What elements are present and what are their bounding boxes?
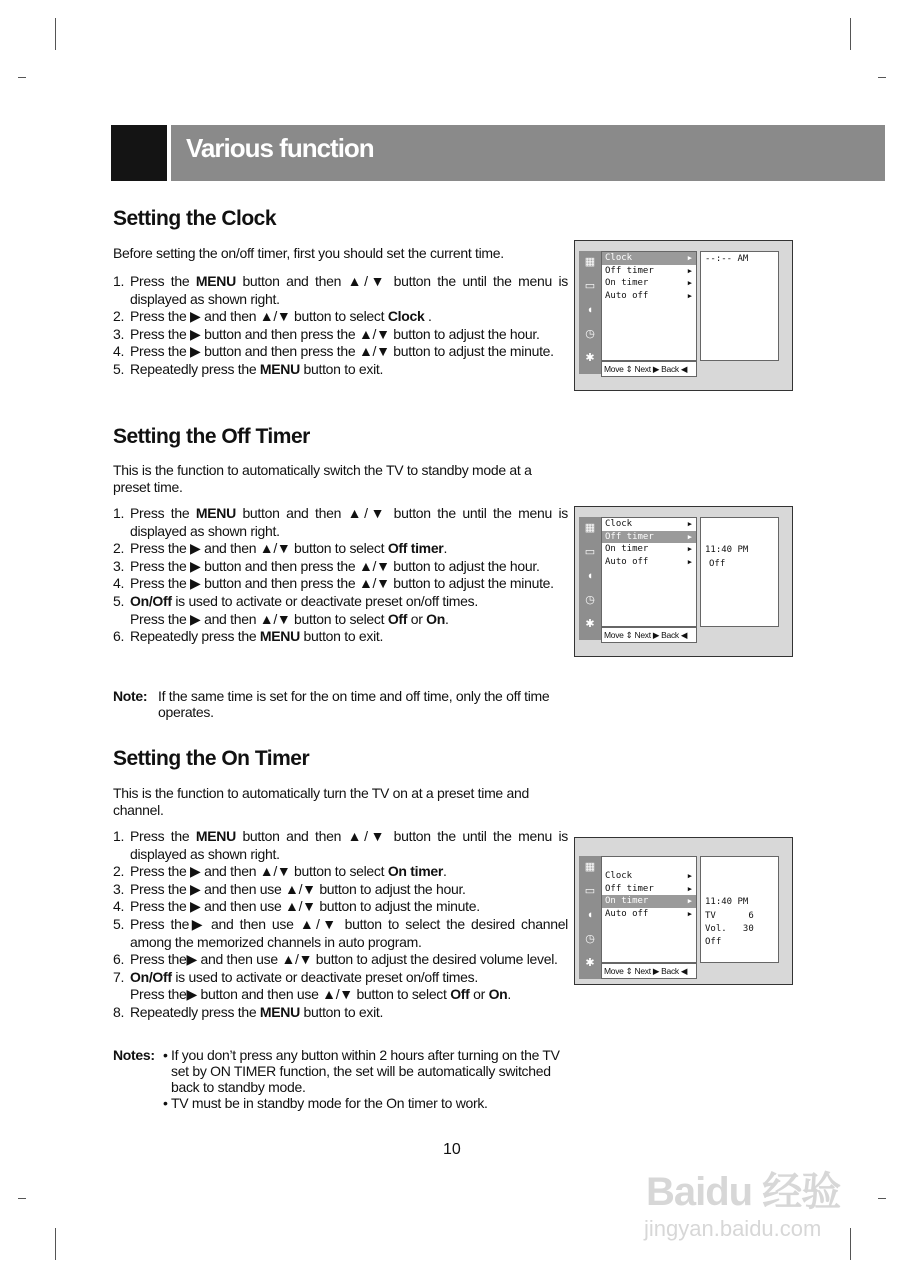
off-timer-note: Note: If the same time is set for the on time and off time, only the off time operates.: [113, 688, 550, 720]
list-item: 7. On/Off is used to activate or deactivate preset on/off times. Press the▶ button and then use ▲/▼ button to select Off or On.: [113, 968, 511, 1003]
menu-item-off-timer[interactable]: Off timer ▶: [605, 265, 692, 276]
arrow-right-icon: ▶: [687, 545, 692, 554]
menu-item-on-timer[interactable]: On timer ▶: [602, 895, 696, 908]
picture-icon: ▦: [584, 256, 596, 268]
list-item: 2. Press the ▶ and then ▲/▼ button to select On timer.: [113, 863, 447, 880]
menu-item-off-timer[interactable]: Off timer ▶: [605, 883, 692, 894]
list-item: 5. Press the▶ and then use ▲/▼ button to select the desired channel among the memorized channels in auto program.: [113, 915, 568, 950]
off-timer-menu-screen: [574, 506, 793, 657]
crop-mark: [18, 1198, 26, 1199]
list-item: 6. Repeatedly press the MENU button to exit.: [113, 628, 384, 645]
menu-item-auto-off[interactable]: Auto off ▶: [605, 290, 692, 301]
menu-list: [601, 856, 697, 963]
watermark-brand: Baidu 经验: [646, 1170, 841, 1214]
watermark-url: jingyan.baidu.com: [644, 1216, 822, 1241]
menu-item-auto-off[interactable]: Auto off ▶: [605, 556, 692, 567]
clock-menu-screen: [574, 240, 793, 391]
menu-footer: Move ⇕ Next ▶ Back ◀: [601, 627, 697, 643]
list-item: 1. Press the MENU button and then ▲/▼ button the until the menu is displayed as shown right.: [113, 505, 568, 539]
off-timer-section-title: Setting the Off Timer: [113, 425, 310, 448]
menu-list: [601, 251, 697, 361]
crop-mark: [55, 18, 56, 50]
on-timer-volume: Vol. 30: [705, 924, 754, 934]
list-item: 5. On/Off is used to activate or deactivate preset on/off times. Press the ▶ and then ▲/▼ button to select Off or On.: [113, 592, 478, 627]
clock-icon: ◷: [585, 594, 595, 606]
arrow-right-icon: ▶: [687, 557, 692, 566]
off-timer-intro: This is the function to automatically switch the TV to standby mode at a preset time.: [113, 462, 532, 495]
on-timer-status: Off: [705, 937, 722, 947]
list-item: 3. Press the ▶ button and then press the ▲/▼ button to adjust the hour.: [113, 325, 540, 342]
menu-value-panel: [700, 517, 779, 627]
arrow-right-icon: ▶: [687, 532, 692, 541]
clock-icon: ◷: [585, 933, 595, 945]
note-row: • TV must be in standby mode for the On timer to work.: [163, 1095, 488, 1111]
on-timer-section-title: Setting the On Timer: [113, 747, 310, 770]
off-timer-steps: [113, 505, 568, 646]
on-timer-steps: [113, 828, 568, 1022]
crop-mark: [18, 77, 26, 78]
list-item: 1. Press the MENU button and then ▲/▼ button the until the menu is displayed as shown right.: [113, 828, 568, 862]
clock-icon: ◷: [585, 328, 595, 340]
menu-item-on-timer[interactable]: On timer ▶: [605, 544, 692, 555]
list-item: 4. Press the ▶ button and then press the ▲/▼ button to adjust the minute.: [113, 343, 554, 360]
arrow-right-icon: ▶: [687, 520, 692, 528]
crop-mark: [878, 77, 886, 78]
list-item: 3. Press the ▶ button and then press the ▲/▼ button to adjust the hour.: [113, 557, 540, 574]
on-timer-time: 11:40 PM: [705, 897, 749, 907]
picture-icon: ▦: [584, 522, 596, 534]
clock-steps: [113, 273, 568, 379]
speaker-icon: ◖: [586, 909, 594, 921]
arrow-right-icon: ▶: [687, 897, 692, 906]
crop-mark: [878, 1198, 886, 1199]
off-timer-time: 11:40 PM: [705, 545, 749, 555]
speaker-icon: ◖: [586, 570, 594, 582]
picture-icon: ▦: [584, 861, 596, 873]
crop-mark: [55, 1228, 56, 1260]
arrow-right-icon: ▶: [687, 291, 692, 300]
arrow-right-icon: ▶: [687, 909, 692, 918]
list-item: 4. Press the ▶ and then use ▲/▼ button to adjust the minute.: [113, 898, 480, 915]
menu-footer: Move ⇕ Next ▶ Back ◀: [601, 361, 697, 377]
tv-icon: ▭: [584, 885, 596, 897]
list-item: 1. Press the MENU button and then ▲/▼ button the until the menu is displayed as shown right.: [113, 273, 568, 307]
list-item: 2. Press the ▶ and then ▲/▼ button to select Off timer.: [113, 540, 448, 557]
menu-value-panel: [700, 856, 779, 963]
on-timer-intro: This is the function to automatically turn the TV on at a preset time and channel.: [113, 785, 529, 818]
note-row: Notes: • If you don’t press any button within 2 hours after turning on the TV set by ON TIMER function, the set will be automatically switched back to standby mode.: [113, 1047, 560, 1095]
menu-side-icons: [579, 517, 601, 640]
arrow-right-icon: ▶: [687, 884, 692, 893]
page-title: Various function: [186, 133, 374, 163]
on-timer-menu-screen: [574, 837, 793, 985]
list-item: 5. Repeatedly press the MENU button to exit.: [113, 360, 384, 377]
speaker-icon: ◖: [586, 304, 594, 316]
clock-section-title: Setting the Clock: [113, 207, 277, 230]
star-icon: ✱: [585, 352, 595, 364]
menu-footer: Move ⇕ Next ▶ Back ◀: [601, 963, 697, 979]
arrow-right-icon: ▶: [687, 872, 692, 880]
clock-value: --:-- AM: [705, 254, 749, 264]
header-black-block: [111, 125, 167, 181]
arrow-right-icon: ▶: [687, 266, 692, 275]
arrow-right-icon: ▶: [687, 279, 692, 288]
on-timer-notes: [113, 1047, 573, 1111]
menu-item-clock[interactable]: Clock ▶: [602, 252, 696, 265]
menu-item-clock[interactable]: Clock ▶: [605, 871, 692, 881]
menu-side-icons: [579, 251, 601, 374]
tv-icon: ▭: [584, 546, 596, 558]
menu-item-off-timer[interactable]: Off timer ▶: [602, 531, 696, 544]
menu-item-clock[interactable]: Clock ▶: [605, 519, 692, 529]
menu-value-panel: [700, 251, 779, 361]
clock-intro: Before setting the on/off timer, first you should set the current time.: [113, 245, 504, 261]
menu-list: [601, 517, 697, 627]
off-timer-status: Off: [709, 559, 726, 569]
menu-item-auto-off[interactable]: Auto off ▶: [605, 908, 692, 919]
list-item: 3. Press the ▶ and then use ▲/▼ button to adjust the hour.: [113, 880, 466, 897]
crop-mark: [850, 18, 851, 50]
star-icon: ✱: [585, 618, 595, 630]
on-timer-channel: TV 6: [705, 911, 754, 921]
menu-item-on-timer[interactable]: On timer ▶: [605, 278, 692, 289]
list-item: 2. Press the ▶ and then ▲/▼ button to select Clock .: [113, 308, 432, 325]
star-icon: ✱: [585, 957, 595, 969]
list-item: 4. Press the ▶ button and then press the ▲/▼ button to adjust the minute.: [113, 575, 554, 592]
watermark: [640, 1150, 870, 1250]
menu-side-icons: [579, 856, 601, 979]
tv-icon: ▭: [584, 280, 596, 292]
list-item: 8. Repeatedly press the MENU button to exit.: [113, 1003, 384, 1020]
list-item: 6. Press the▶ and then use ▲/▼ button to adjust the desired volume level.: [113, 951, 558, 968]
page-number: 10: [443, 1141, 461, 1158]
arrow-right-icon: ▶: [687, 254, 692, 262]
